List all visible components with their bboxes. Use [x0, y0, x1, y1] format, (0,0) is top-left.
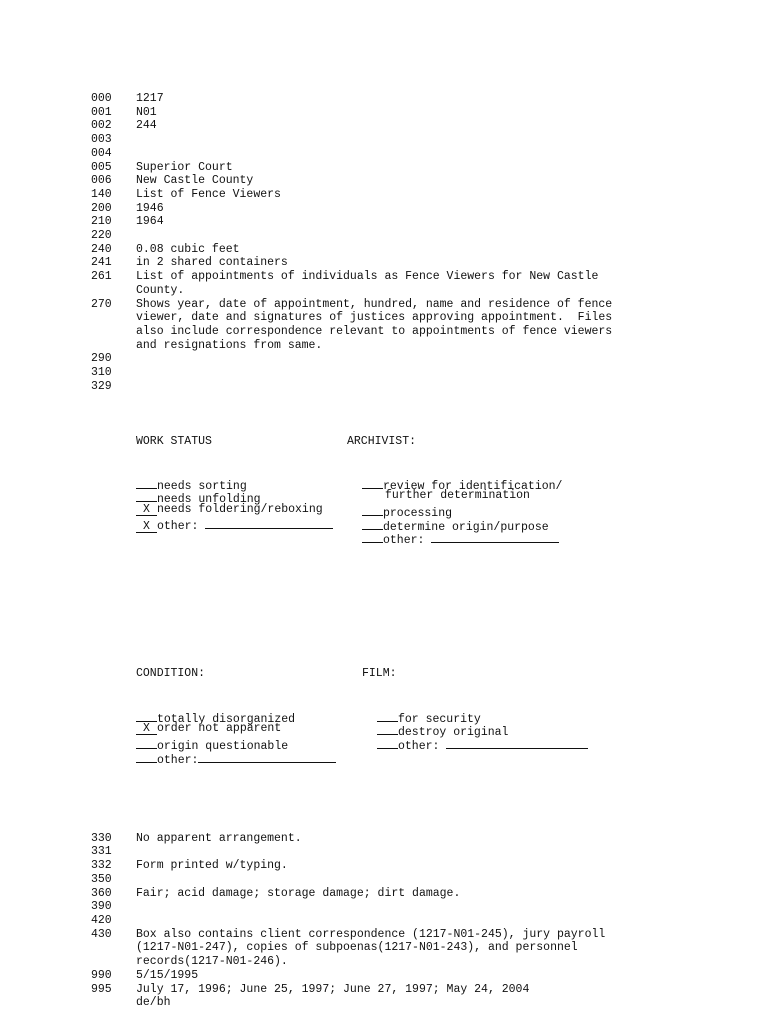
- field-value: [136, 366, 691, 380]
- field-331: [91, 845, 691, 859]
- field-value: [136, 873, 691, 887]
- field-code: 220: [91, 229, 112, 243]
- condition-section: [136, 640, 362, 791]
- field-value: [136, 147, 691, 161]
- checklist-label: determine origin/purpose: [383, 520, 549, 534]
- archivist-item: [347, 489, 691, 503]
- field-code: 140: [91, 187, 112, 201]
- checklist-label: other:: [383, 534, 432, 548]
- field-value: 1964: [136, 215, 164, 229]
- field-code: 001: [91, 105, 112, 119]
- field-value: Superior Court: [136, 160, 233, 174]
- field-code: 210: [91, 215, 112, 229]
- checkbox-mark: [377, 722, 398, 735]
- field-code: 995: [91, 982, 112, 996]
- field-value: [136, 900, 691, 914]
- checklist-label: for security: [398, 712, 481, 726]
- field-005: [91, 161, 691, 175]
- field-code: 004: [91, 146, 112, 160]
- checklist-label: origin questionable: [157, 739, 289, 753]
- field-value: in 2 shared containers: [136, 256, 288, 270]
- field-241: [91, 256, 691, 270]
- field-value: Shows year, date of appointment, hundred, name and residence of fence viewer, date and signatures of justices approving appointment. Files also include correspondence relevant to appointments of fence viewers and resignations from same.: [136, 297, 613, 352]
- fill-in-blank: [446, 737, 588, 749]
- checklist-label: needs foldering/reboxing: [157, 503, 323, 517]
- field-006: [91, 174, 691, 188]
- field-240: [91, 243, 691, 257]
- field-value: No apparent arrangement.: [136, 831, 302, 845]
- record-sheet: [91, 92, 691, 1010]
- field-code: 006: [91, 174, 112, 188]
- field-code: 240: [91, 242, 112, 256]
- field-value: 5/15/1995: [136, 968, 199, 982]
- field-140: [91, 188, 691, 202]
- field-value: List of appointments of individuals as Fence Viewers for New Castle County.: [136, 270, 599, 297]
- field-210: [91, 215, 691, 229]
- field-code: 330: [91, 831, 112, 845]
- checklist-label: review for identification/: [383, 479, 563, 493]
- field-code: 430: [91, 927, 112, 941]
- field-code: 360: [91, 886, 112, 900]
- condition-item: [136, 722, 362, 736]
- field-value: [136, 914, 691, 928]
- field-261: [91, 270, 691, 297]
- checkbox-mark: [136, 489, 157, 502]
- field-code: 005: [91, 160, 112, 174]
- field-value: 244: [136, 119, 157, 133]
- checkbox-mark: [362, 530, 383, 543]
- checklist-label: order not apparent: [157, 722, 282, 736]
- field-000: [91, 92, 691, 106]
- field-code: 420: [91, 913, 112, 927]
- field-220: [91, 229, 691, 243]
- archivist-item: [347, 517, 691, 534]
- field-420: [91, 914, 691, 928]
- condition-heading: CONDITION:: [136, 667, 206, 681]
- field-code: 002: [91, 119, 112, 133]
- checkbox-mark: X: [136, 520, 157, 533]
- field-value: [136, 229, 691, 243]
- field-value: Box also contains client correspondence (1217-N01-245), jury payroll (1217-N01-247), copies of subpoenas(1217-N01-243), and personnel records(1217-N01-246).: [136, 927, 606, 969]
- work-status-item: [136, 489, 347, 507]
- field-code: 261: [91, 270, 112, 284]
- field-code: 200: [91, 201, 112, 215]
- condition-item: [136, 709, 362, 726]
- field-value: 1217: [136, 92, 164, 105]
- field-270: [91, 298, 691, 353]
- field-code: 241: [91, 256, 112, 270]
- field-329: [91, 380, 691, 818]
- archivist-item: [347, 476, 691, 493]
- fill-in-blank: [431, 531, 559, 543]
- field-004: [91, 147, 691, 161]
- checkbox-mark: [362, 503, 383, 516]
- field-value: July 17, 1996; June 25, 1997; June 27, 1997; May 24, 2004 de/bh: [136, 982, 530, 1010]
- field-code: 000: [91, 92, 112, 105]
- checkbox-mark: X: [136, 503, 157, 516]
- checklist-label: destroy original: [398, 726, 509, 740]
- archivist-section: [347, 407, 691, 571]
- checklist-label: needs sorting: [157, 479, 247, 493]
- field-value: Fair; acid damage; storage damage; dirt damage.: [136, 886, 461, 900]
- field-code: 290: [91, 352, 112, 366]
- checkbox-mark: [362, 476, 383, 489]
- field-code: 329: [91, 379, 112, 393]
- field-value: N01: [136, 105, 157, 119]
- field-value: 0.08 cubic feet: [136, 242, 240, 256]
- checklist-label: processing: [383, 507, 453, 521]
- field-200: [91, 202, 691, 216]
- field-350: [91, 873, 691, 887]
- checkbox-mark: [377, 709, 398, 722]
- archivist-heading: ARCHIVIST:: [347, 434, 417, 448]
- archivist-item: [347, 503, 691, 521]
- work-status-section: [136, 407, 347, 571]
- checkbox-mark: [136, 750, 157, 763]
- field-value: [136, 133, 691, 147]
- field-995: [91, 983, 691, 1010]
- field-code: 331: [91, 845, 112, 859]
- field-value: Form printed w/typing.: [136, 859, 288, 873]
- field-330: [91, 832, 691, 846]
- field-310: [91, 366, 691, 380]
- field-001: [91, 106, 691, 120]
- checkbox-mark: [136, 709, 157, 722]
- field-code: 003: [91, 133, 112, 147]
- field-value: [136, 845, 691, 859]
- field-code: 390: [91, 900, 112, 914]
- checkbox-mark: [136, 476, 157, 489]
- condition-item: [136, 736, 362, 753]
- fill-in-blank: [198, 751, 336, 763]
- field-003: [91, 133, 691, 147]
- checklist-label: needs unfolding: [157, 493, 261, 507]
- checklist-label: totally disorganized: [157, 712, 296, 726]
- checklist-label: further determination: [385, 489, 530, 503]
- film-item: [362, 722, 691, 740]
- field-value: [136, 352, 691, 366]
- checklist-label: other:: [398, 739, 447, 753]
- work-status-heading: WORK STATUS: [136, 434, 212, 448]
- archivist-item: [347, 530, 691, 548]
- field-code: 332: [91, 859, 112, 873]
- field-332: [91, 859, 691, 873]
- film-item: [362, 709, 691, 726]
- field-code: 350: [91, 872, 112, 886]
- field-value: 1946: [136, 201, 164, 215]
- field-990: [91, 969, 691, 983]
- field-290: [91, 352, 691, 366]
- checkbox-mark: [377, 736, 398, 749]
- checklist-label: other:: [157, 753, 199, 767]
- fill-in-blank: [205, 517, 333, 529]
- film-section: [362, 640, 691, 791]
- field-value: List of Fence Viewers: [136, 187, 281, 201]
- fields-top: [91, 92, 691, 380]
- field-002: [91, 119, 691, 133]
- field-390: [91, 900, 691, 914]
- field-430: [91, 928, 691, 969]
- work-status-item: [136, 476, 347, 493]
- film-heading: FILM:: [362, 667, 397, 681]
- work-status-item: [136, 517, 347, 531]
- field-code: 310: [91, 366, 112, 380]
- checklist-label: other:: [157, 519, 206, 533]
- work-status-item: [136, 503, 347, 517]
- condition-item: [136, 750, 362, 767]
- checkbox-mark: [362, 517, 383, 530]
- field-360: [91, 887, 691, 901]
- film-item: [362, 736, 691, 753]
- status-block: [136, 380, 691, 818]
- checkbox-mark: [136, 736, 157, 749]
- fields-bottom: [91, 832, 691, 1010]
- field-value: New Castle County: [136, 174, 254, 188]
- field-code: 990: [91, 968, 112, 982]
- checkbox-mark: X: [136, 722, 157, 735]
- field-code: 270: [91, 297, 112, 311]
